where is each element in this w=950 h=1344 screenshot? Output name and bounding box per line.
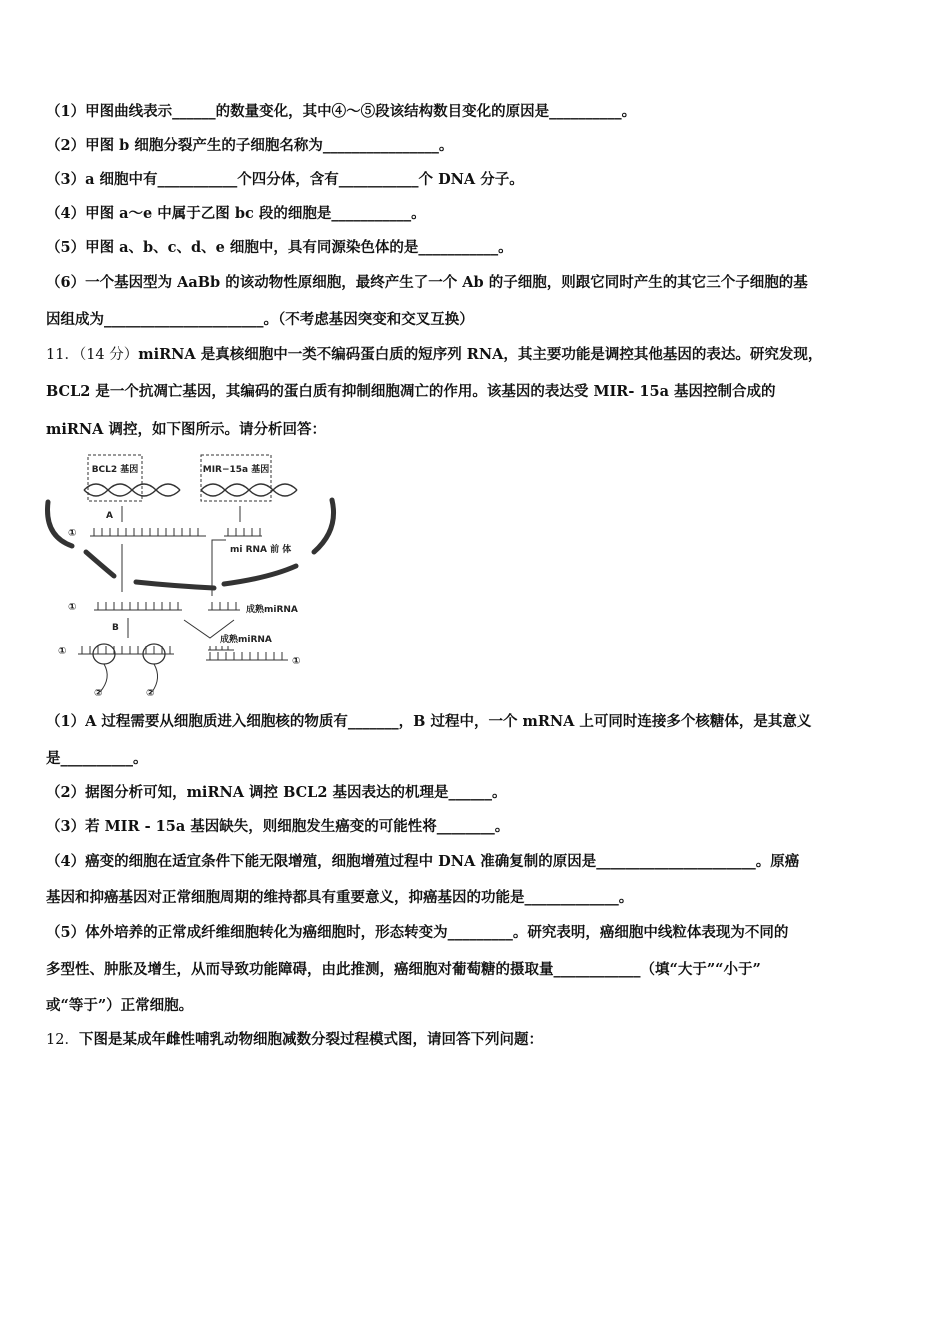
q10-part-5: （5）甲图 a、b、c、d、e 细胞中，具有同源染色体的是___________。: [46, 239, 513, 256]
q11-number: 11．（14 分）: [46, 347, 139, 363]
q11-part-3: （3）若 MIR - 15a 基因缺失，则细胞发生癌变的可能性将________。: [46, 818, 510, 835]
bcl2-dna-strand-2: [84, 484, 180, 496]
bcl2-gene-box: [88, 455, 142, 501]
q10-part-6-cont: 因组成为______________________。（不考虑基因突变和交叉互换）: [46, 311, 474, 328]
mir15a-gene-label: MIR−15a 基因: [202, 465, 270, 475]
q11-part-5: （5）体外培养的正常成纤维细胞转化为癌细胞时，形态转变为_________。研究表明，癌细胞中线粒体表现为不同的: [46, 924, 789, 941]
q11-intro-line-2: BCL2 是一个抗凋亡基因，其编码的蛋白质有抑制细胞凋亡的作用。该基因的表达受 MIR- 15a 基因控制合成的: [46, 383, 776, 400]
circled-1-b: ①: [68, 602, 77, 613]
mature-mirna-bases: [212, 602, 236, 610]
target-mrna-bases: [210, 652, 282, 660]
bcl2-gene-label: BCL2 基因: [91, 465, 139, 475]
q11-part-1: （1）A 过程需要从细胞质进入细胞核的物质有_______，B 过程中，一个 mRNA 上可同时连接多个核糖体，是其意义: [46, 713, 812, 730]
q11-part-1-cont: 是__________。: [46, 750, 148, 767]
mature-mirna-label-1: 成熟miRNA: [246, 605, 298, 615]
nuclear-envelope-bottom: [136, 582, 214, 588]
q11-intro-line-1: [46, 345, 822, 365]
q11-part-4-cont: 基因和抑癌基因对正常细胞周期的维持都具有重要意义，抑癌基因的功能是_____________。: [46, 889, 634, 906]
q12-text: 下图是某成年雌性哺乳动物细胞减数分裂过程模式图，请回答下列问题：: [78, 1031, 543, 1048]
process-b-label: B: [112, 623, 119, 633]
q11-intro-text: miRNA 是真核细胞中一类不编码蛋白质的短序列 RNA，其主要功能是调控其他基因的表达。研究发现，: [138, 346, 823, 363]
q10-part-3: （3）a 细胞中有___________个四分体，含有___________个 DNA 分子。: [46, 171, 524, 188]
q12-number: 12．: [46, 1032, 79, 1048]
q11-part-5-cont: 多型性、肿胀及增生，从而导致功能障碍，由此推测，癌细胞对葡萄糖的摄取量____________（填“大于”“小于”: [46, 961, 761, 978]
q11-part-4: （4）癌变的细胞在适宜条件下能无限增殖，细胞增殖过程中 DNA 准确复制的原因是______________________。原癌: [46, 853, 800, 870]
q11-intro-line-3: miRNA 调控，如下图所示。请分析回答：: [46, 421, 326, 438]
circled-1-c: ①: [58, 646, 67, 657]
nuclear-envelope-right: [314, 500, 334, 552]
nuclear-envelope-left-low: [86, 552, 114, 576]
mir-dna-strand-2: [201, 484, 297, 496]
circled-1-d: ①: [292, 656, 301, 667]
mature-mirna-label-2: 成熟miRNA: [220, 635, 272, 645]
q11-part-5-end: 或“等于”）正常细胞。: [46, 997, 194, 1014]
q10-part-4: （4）甲图 a～e 中属于乙图 bc 段的细胞是___________。: [46, 205, 426, 222]
circled-2-b: ②: [146, 688, 155, 699]
mirna-regulation-diagram: [44, 448, 344, 700]
q10-part-2: （2）甲图 b 细胞分裂产生的子细胞名称为________________。: [46, 137, 454, 154]
process-a-label: A: [106, 511, 113, 521]
q10-part-1: （1）甲图曲线表示______的数量变化，其中④～⑤段该结构数目变化的原因是__________。: [46, 103, 637, 120]
mirna-precursor-label: mi RNA 前 体: [230, 545, 292, 555]
mrna-cytoplasm-bases: [98, 602, 178, 610]
question-12: [46, 1030, 543, 1050]
mirna-precursor-bases: [228, 528, 260, 536]
circled-1-a: ①: [68, 528, 77, 539]
q11-part-2: （2）据图分析可知，miRNA 调控 BCL2 基因表达的机理是______。: [46, 784, 507, 801]
mrna-nuclear-bases: [94, 528, 198, 536]
nuclear-envelope-left: [48, 502, 73, 546]
circled-2-a: ②: [94, 688, 103, 699]
bound-mirna-bases: [210, 646, 228, 650]
mir15a-gene-box: [201, 455, 271, 501]
q10-part-6: （6）一个基因型为 AaBb 的该动物性原细胞，最终产生了一个 Ab 的子细胞，则跟它同时产生的其它三个子细胞的基: [46, 274, 808, 291]
nuclear-envelope-right-low: [224, 566, 296, 584]
